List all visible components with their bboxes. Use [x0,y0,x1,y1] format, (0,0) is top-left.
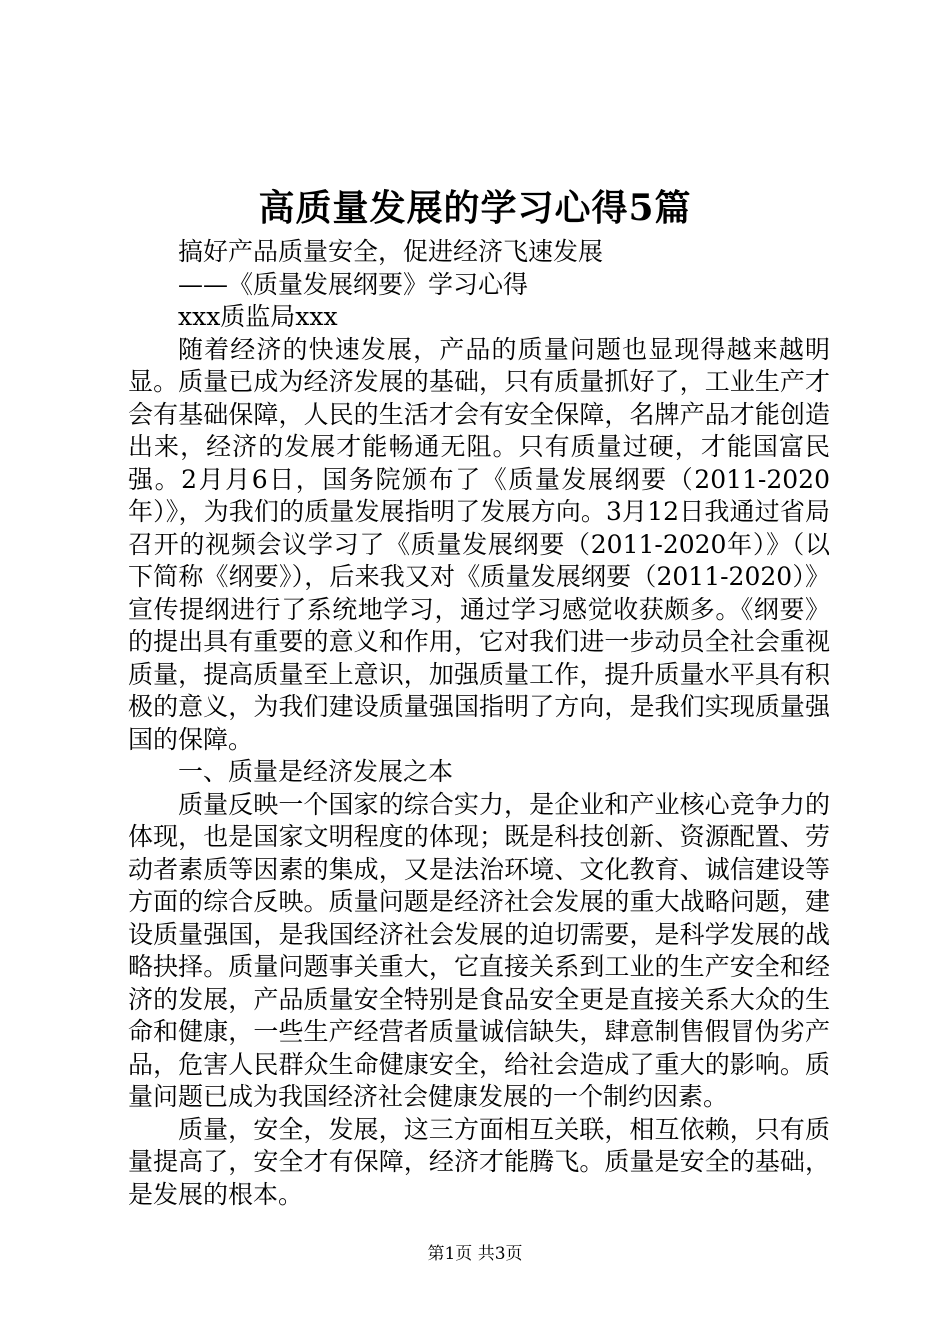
paragraph: 质量，安全，发展，这三方面相互关联，相互依赖，只有质量提高了，安全才有保障，经济才能腾飞。质量是安全的基础，是发展的根本。 [128,1114,830,1209]
paragraph: 质量反映一个国家的综合实力，是企业和产业核心竞争力的体现，也是国家文明程度的体现；既是科技创新、资源配置、劳动者素质等因素的集成，又是法治环境、文化教育、诚信建设等方面的综合反映。质量问题是经济社会发展的重大战略问题，建设质量强国，是我国经济社会发展的迫切需要，是科学发展的战略抉择。质量问题事关重大，它直接关系到工业的生产安全和经济的发展，产品质量安全特别是食品安全更是直接关系大众的生命和健康，一些生产经营者质量诚信缺失，肆意制售假冒伪劣产品，危害人民群众生命健康安全，给社会造成了重大的影响。质量问题已成为我国经济社会健康发展的一个制约因素。 [128,789,830,1111]
document-title: 高质量发展的学习心得5篇 [258,187,692,229]
section-heading: 一、质量是经济发展之本 [178,757,454,786]
subtitle-2: ——《质量发展纲要》学习心得 [178,269,529,299]
author-line: xxx质监局xxx [178,302,338,331]
subtitle: 搞好产品质量安全，促进经济飞速发展 [178,237,604,266]
paragraph: 随着经济的快速发展，产品的质量问题也显现得越来越明显。质量已成为经济发展的基础，只有质量抓好了，工业生产才会有基础保障，人民的生活才会有安全保障，名牌产品才能创造出来，经济的发展才能畅通无阻。只有质量过硬，才能国富民强。2月月6日，国务院颁布了《质量发展纲要（2011-2020年）》，为我们的质量发展指明了发展方向。3月12日我通过省局召开的视频会议学习了《质量发展纲要（2011-2020年）》（以下简称《纲要》），后来我又对《质量发展纲要（2011-2020）》宣传提纲进行了系统地学习，通过学习感觉收获颇多。《纲要》的提出具有重要的意义和作用，它对我们进一步动员全社会重视质量，提高质量至上意识，加强质量工作，提升质量水平具有积极的意义，为我们建设质量强国指明了方向，是我们实现质量强国的保障。 [128,334,830,754]
document-body [128,236,830,1211]
page-footer: 第1页 共3页 [427,1244,523,1264]
